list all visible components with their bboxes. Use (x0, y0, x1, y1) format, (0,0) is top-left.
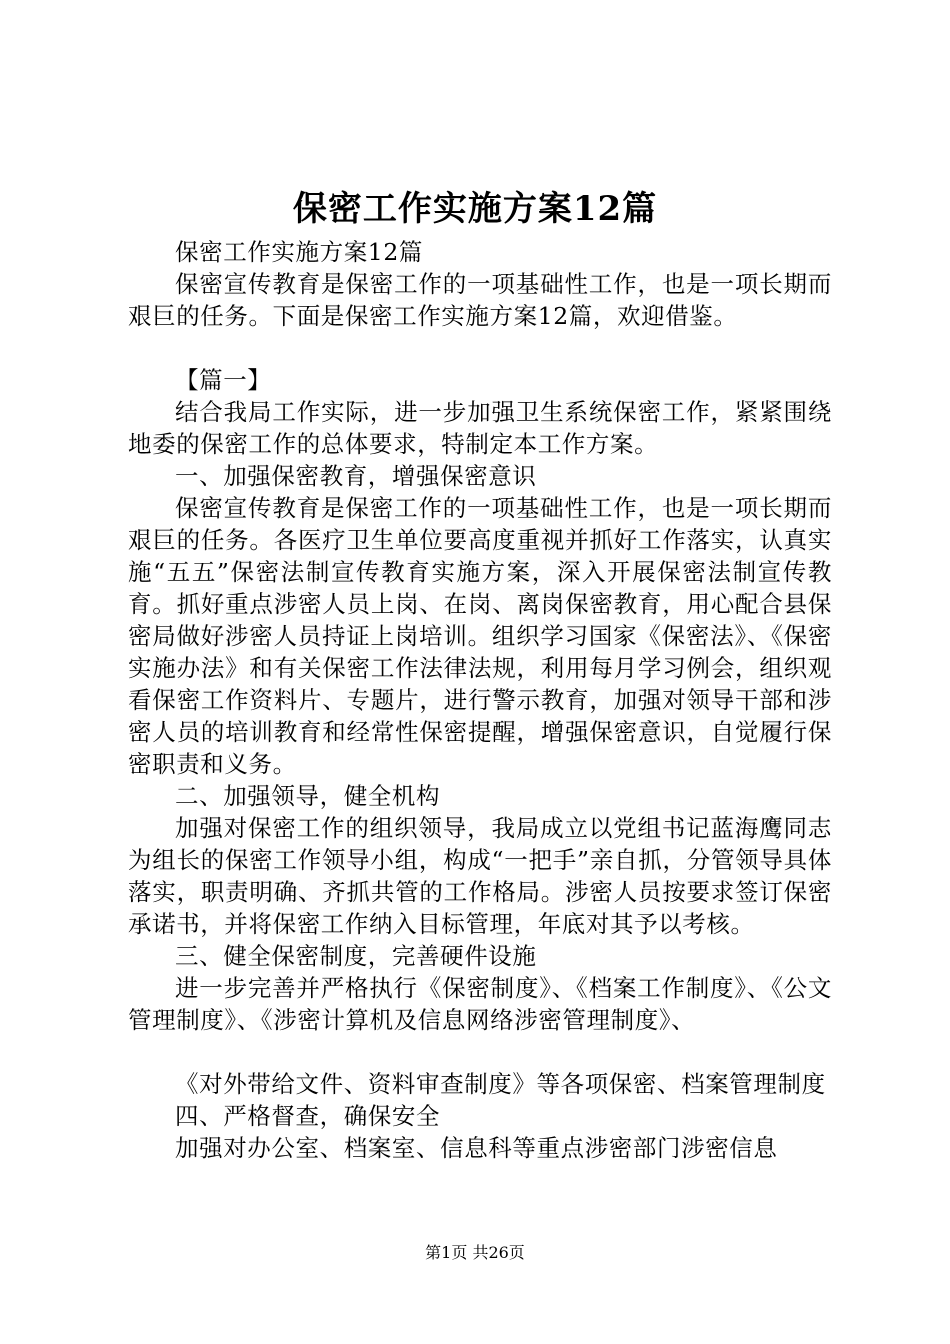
heading-section-1: 一、加强保密教育，增强保密意识 (175, 462, 537, 490)
paragraph-section-1: 保密宣传教育是保密工作的一项基础性工作，也是一项长期而艰巨的任务。各医疗卫生单位要高度重视并抓好工作落实，认真实施“五五”保密法制宣传教育实施方案，深入开展保密法制宣传教育。抓好重点涉密人员上岗、在岗、离岗保密教育，用心配合县保密局做好涉密人员持证上岗培训。组织学习国家《保密法》、《保密实施办法》和有关保密工作法律法规，利用每月学习例会，组织观看保密工作资料片、专题片，进行警示教育，加强对领导干部和涉密人员的培训教育和经常性保密提醒，增强保密意识，自觉履行保密职责和义务。 (128, 494, 832, 778)
paragraph-section-3-part-a: 进一步完善并严格执行《保密制度》、《档案工作制度》、《公文管理制度》、《涉密计算机及信息网络涉密管理制度》、 (128, 974, 832, 1034)
paragraph-spacer (128, 332, 832, 364)
paragraph-subtitle: 保密工作实施方案12篇 (175, 238, 424, 266)
document-body (128, 236, 832, 1164)
paragraph-spacer (128, 1036, 832, 1068)
document-title: 保密工作实施方案12篇 (292, 189, 658, 229)
paragraph-section-4: 加强对办公室、档案室、信息科等重点涉密部门涉密信息 (175, 1134, 778, 1162)
section-label-part-one: 【篇一】 (175, 366, 272, 394)
heading-section-4: 四、严格督查，确保安全 (175, 1102, 441, 1130)
heading-section-2: 二、加强领导，健全机构 (175, 782, 441, 810)
paragraph-purpose: 结合我局工作实际，进一步加强卫生系统保密工作，紧紧围绕地委的保密工作的总体要求，特制定本工作方案。 (128, 398, 832, 458)
paragraph-section-3-part-b: 《对外带给文件、资料审查制度》等各项保密、档案管理制度 (175, 1070, 826, 1098)
paragraph-section-2: 加强对保密工作的组织领导，我局成立以党组书记蓝海鹰同志为组长的保密工作领导小组，构成“一把手”亲自抓，分管领导具体落实，职责明确、齐抓共管的工作格局。涉密人员按要求签订保密承诺书，并将保密工作纳入目标管理，年底对其予以考核。 (128, 814, 832, 938)
heading-section-3: 三、健全保密制度，完善硬件设施 (175, 942, 537, 970)
paragraph-intro: 保密宣传教育是保密工作的一项基础性工作，也是一项长期而艰巨的任务。下面是保密工作实施方案12篇，欢迎借鉴。 (128, 270, 832, 330)
page-number: 第1页 共26页 (425, 1243, 525, 1262)
